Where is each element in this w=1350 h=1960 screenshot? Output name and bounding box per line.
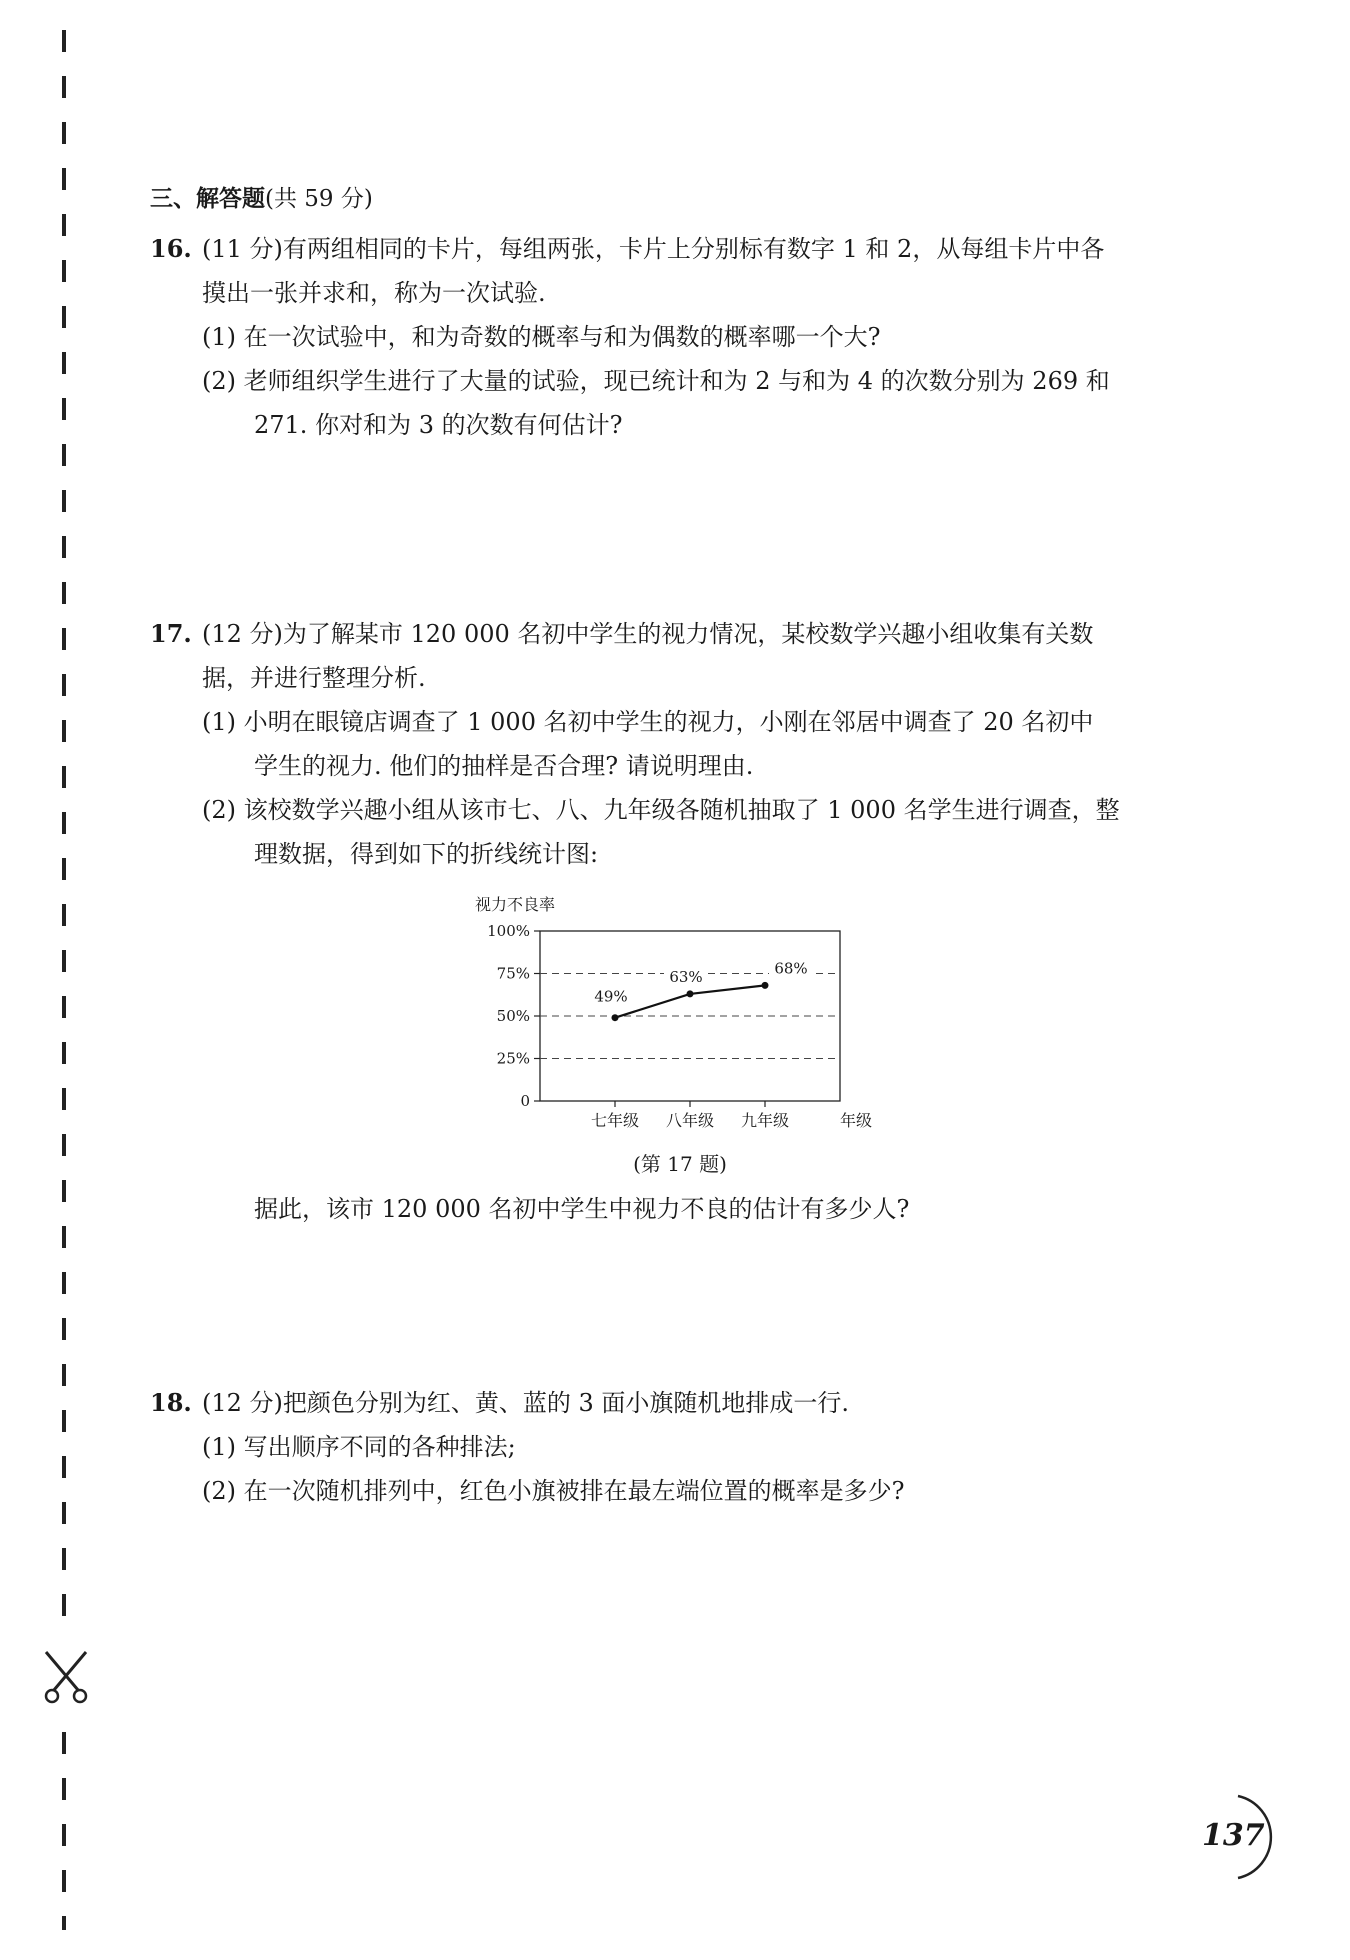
y-axis-label: 视力不良率 — [475, 895, 556, 914]
subquestion-2: (2) 该校数学兴趣小组从该市七、八、九年级各随机抽取了 1 000 名学生进行调查，整 — [202, 796, 1120, 824]
x-axis-label: 年级 — [839, 1111, 873, 1130]
subquestion-1: (1) 小明在眼镜店调查了 1 000 名初中学生的视力，小刚在邻居中调查了 20 名初中 — [202, 708, 1094, 736]
section-title: 三、解答题(共 59 分) — [150, 185, 373, 212]
x-tick-label: 八年级 — [665, 1111, 715, 1130]
x-tick-label: 七年级 — [590, 1111, 640, 1130]
line-chart — [470, 890, 890, 1140]
subquestion-2-cont: 理数据，得到如下的折线统计图: — [254, 840, 599, 868]
data-point — [687, 990, 694, 997]
question-text: 据，并进行整理分析. — [202, 664, 426, 692]
question-18 — [150, 1381, 1210, 1513]
y-tick-label: 25% — [496, 1049, 530, 1068]
data-label: 49% — [594, 987, 628, 1006]
data-label: 63% — [669, 967, 703, 986]
scissors-icon — [40, 1650, 92, 1710]
page-content — [150, 180, 1210, 1513]
subquestion-1-cont: 学生的视力. 他们的抽样是否合理? 请说明理由. — [254, 752, 754, 780]
y-tick-label: 50% — [496, 1007, 530, 1025]
data-point — [612, 1014, 619, 1021]
figure-caption: (第 17 题) — [633, 1152, 727, 1176]
y-tick-label: 0 — [520, 1092, 530, 1110]
question-number: 17. — [150, 619, 192, 648]
question-number: 18. — [150, 1388, 192, 1417]
series-line — [615, 985, 765, 1017]
y-tick-label: 100% — [487, 922, 530, 940]
subquestion-1: (1) 在一次试验中，和为奇数的概率与和为偶数的概率哪一个大? — [202, 323, 881, 351]
data-label: 68% — [774, 959, 808, 978]
subquestion-2: (2) 老师组织学生进行了大量的试验，现已统计和为 2 与和为 4 的次数分别为 269 和 — [202, 367, 1110, 395]
subquestion-1: (1) 写出顺序不同的各种排法; — [202, 1433, 516, 1461]
question-16 — [150, 227, 1210, 447]
question-text: 摸出一张并求和，称为一次试验. — [202, 279, 546, 307]
question-text: (11 分)有两组相同的卡片，每组两张，卡片上分别标有数字 1 和 2，从每组卡片中各 — [202, 235, 1105, 263]
question-17 — [150, 612, 1210, 1231]
x-tick-label: 九年级 — [740, 1111, 790, 1130]
question-text: 据此，该市 120 000 名初中学生中视力不良的估计有多少人? — [254, 1195, 910, 1223]
page-number: 137 — [1202, 1818, 1265, 1853]
line-chart-figure — [470, 890, 890, 1177]
subquestion-2-cont: 271. 你对和为 3 的次数有何估计? — [254, 411, 623, 439]
question-number: 16. — [150, 234, 192, 263]
data-point — [762, 982, 769, 989]
question-text: (12 分)把颜色分别为红、黄、蓝的 3 面小旗随机地排成一行. — [202, 1389, 850, 1417]
subquestion-2: (2) 在一次随机排列中，红色小旗被排在最左端位置的概率是多少? — [202, 1477, 905, 1505]
y-tick-label: 75% — [496, 964, 530, 983]
question-text: (12 分)为了解某市 120 000 名初中学生的视力情况，某校数学兴趣小组收集有关数 — [202, 620, 1094, 648]
